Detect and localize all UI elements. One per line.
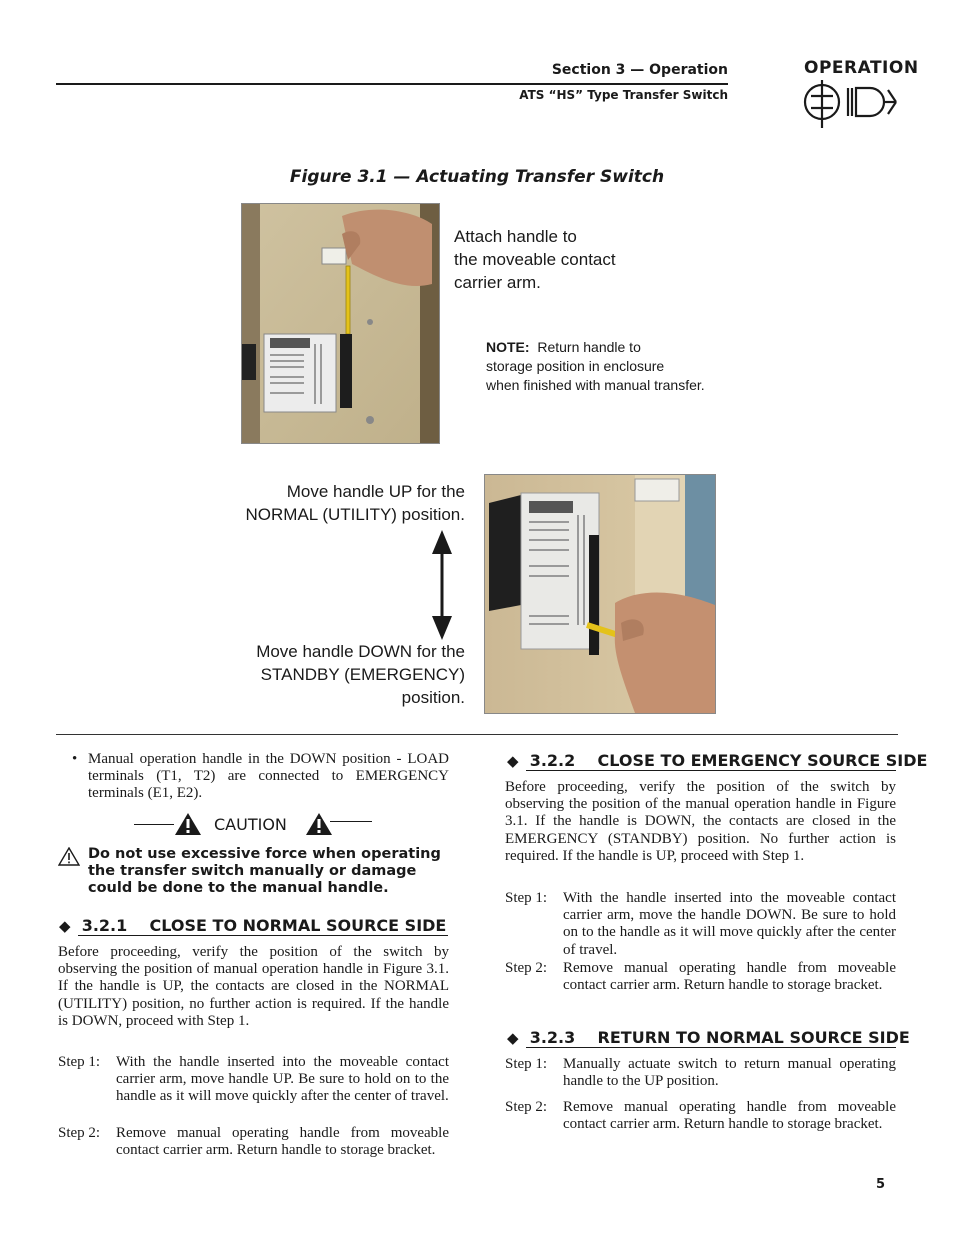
callout-line: Attach handle to: [454, 227, 577, 246]
caution-rule-right: [330, 821, 372, 822]
step-1-item: [58, 1054, 449, 1124]
step-1-item: [505, 1056, 896, 1092]
note-line: storage position in enclosure: [486, 358, 665, 374]
diamond-bullet-icon: ◆: [59, 917, 71, 935]
step-body: Manually actuate switch to return manual operating handle to the UP position.: [563, 1056, 896, 1090]
step-label: Step 2:: [505, 960, 548, 976]
section-title: Section 3 — Operation: [551, 62, 728, 78]
figure-note: [486, 338, 746, 395]
note-label: NOTE:: [486, 339, 530, 355]
callout-line: the moveable contact: [454, 250, 616, 269]
caution-warning-text: Do not use excessive force when operating the transfer switch manually or damage could be done to the manual handle.: [88, 846, 441, 896]
heading-rule: [78, 935, 448, 936]
figure-caption: Figure 3.1 — Actuating Transfer Switch: [289, 167, 665, 187]
handle-up-callout: [200, 480, 465, 526]
step-2-item: [505, 1099, 896, 1153]
bullet-text: Manual operation handle in the DOWN position - LOAD terminals (T1, T2) are connected to EMERGENCY terminals (E1, E2).: [88, 751, 449, 802]
header-rule: [56, 83, 728, 85]
callout-line: carrier arm.: [454, 273, 541, 292]
heading-number: 3.2.2: [529, 751, 576, 770]
step-2-item: [505, 960, 896, 1014]
callout-line: STANDBY (EMERGENCY): [260, 665, 465, 684]
section-heading-322: [507, 751, 927, 770]
heading-rule: [526, 1047, 896, 1048]
warning-triangle-icon: [174, 812, 202, 836]
step-label: Step 1:: [505, 1056, 548, 1072]
warning-outline-icon: [58, 847, 80, 866]
note-line: Return handle to: [537, 339, 641, 355]
section-divider: [56, 734, 898, 735]
callout-line: Move handle UP for the: [286, 482, 465, 501]
operation-badge-label: OPERATION: [804, 58, 919, 78]
section-322-intro: Before proceeding, verify the position of the switch by observing the position of the manual operation handle in Figure 3.1. If the handle is DOWN, the contacts are closed in the EMERGENCY (STANDBY) position. No further action is required. If the handle is UP, proceed with Step 1.: [505, 779, 896, 864]
step-label: Step 2:: [505, 1099, 548, 1115]
note-line: when finished with manual transfer.: [486, 377, 705, 393]
section-321-intro: Before proceeding, verify the position of the switch by observing the position of manual operation handle in Figure 3.1. If the handle is UP, the contacts are closed in the NORMAL (UTILITY) position, no further action is required. If the handle is DOWN, proceed with Step 1.: [58, 944, 449, 1029]
handle-down-callout: [200, 640, 465, 709]
step-body: Remove manual operating handle from moveable contact carrier arm. Return handle to storage bracket.: [116, 1125, 449, 1159]
caution-label: CAUTION: [214, 815, 287, 834]
heading-number: 3.2.3: [529, 1028, 576, 1047]
heading-number: 3.2.1: [81, 916, 128, 935]
step-body: Remove manual operating handle from moveable contact carrier arm. Return handle to storage bracket.: [563, 1099, 896, 1133]
callout-line: position.: [401, 688, 465, 707]
step-body: With the handle inserted into the moveable contact carrier arm, move the handle DOWN. Be sure to hold on to the handle as it will move quickly after the center of travel.: [563, 890, 896, 958]
callout-line: NORMAL (UTILITY) position.: [245, 505, 465, 524]
heading-title: CLOSE TO EMERGENCY SOURCE SIDE: [597, 751, 928, 770]
transfer-switch-symbol-icon: [800, 80, 900, 130]
step-body: Remove manual operating handle from moveable contact carrier arm. Return handle to storage bracket.: [563, 960, 896, 994]
photo-attach-handle: [241, 203, 440, 444]
step-body: With the handle inserted into the moveable contact carrier arm, move handle UP. Be sure to hold on to the handle as it will move quickly after the center of travel.: [116, 1054, 449, 1105]
callout-line: Move handle DOWN for the: [256, 642, 465, 661]
diamond-bullet-icon: ◆: [507, 1029, 519, 1047]
page-number: 5: [876, 1177, 886, 1192]
step-2-item: [58, 1125, 449, 1179]
step-label: Step 1:: [58, 1054, 101, 1070]
heading-title: RETURN TO NORMAL SOURCE SIDE: [597, 1028, 910, 1047]
section-heading-323: [507, 1028, 910, 1047]
heading-rule: [526, 770, 896, 771]
document-subtitle: ATS “HS” Type Transfer Switch: [519, 88, 728, 102]
up-down-arrow-icon: [428, 530, 456, 640]
step-label: Step 1:: [505, 890, 548, 906]
heading-title: CLOSE TO NORMAL SOURCE SIDE: [149, 916, 447, 935]
caution-rule-left: [134, 824, 174, 825]
photo-move-handle: [484, 474, 716, 714]
bullet-dot: •: [72, 751, 78, 767]
section-heading-321: [59, 916, 446, 935]
step-label: Step 2:: [58, 1125, 101, 1141]
attach-handle-callout: [454, 225, 674, 294]
step-1-item: [505, 890, 896, 960]
warning-triangle-icon: [305, 812, 333, 836]
diamond-bullet-icon: ◆: [507, 752, 519, 770]
